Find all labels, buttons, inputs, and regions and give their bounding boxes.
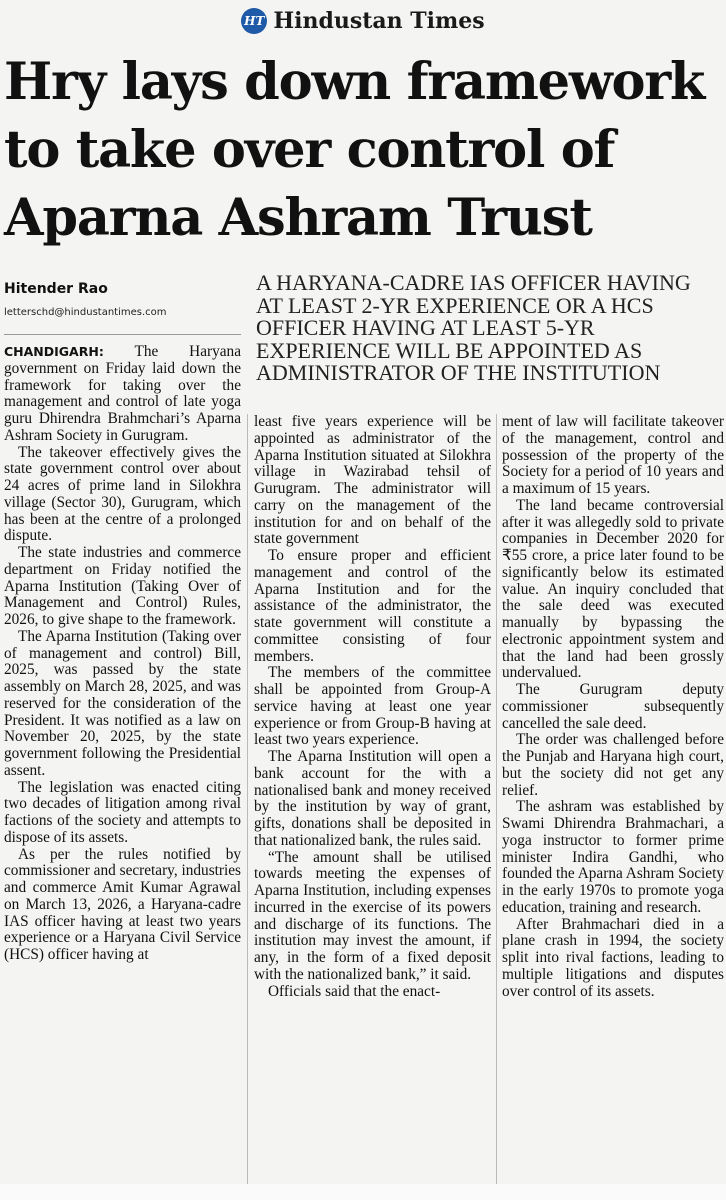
article-paragraph: The order was challenged before the Punjab and Haryana high court, but the society did not get any relief. — [502, 731, 724, 799]
article-paragraph: least five years experience will be appointed as administrator of the Aparna Institution situated at Silokhra village in Wazirabad tehsil of Gurugram. The administrator will carry on the management of the institution for and on behalf of the state government — [254, 413, 491, 548]
headline-line-1: Hry lays down framework — [4, 52, 705, 112]
dateline: CHANDIGARH: — [4, 344, 104, 359]
pull-quote-line: ADMINISTRATOR OF THE INSTITUTION — [256, 360, 661, 385]
article-paragraph: As per the rules notified by commissioner and secretary, industries and commerce Amit Kumar Agrawal on March 13, 2026, a Haryana-cadre IAS officer having at least two years experience or a Haryana Civil Service (HCS) officer having at — [4, 845, 241, 963]
article-paragraph: Officials said that the enact- — [268, 982, 441, 1000]
article-paragraph: The legislation was enacted citing two decades of litigation among rival factions of the society and attempts to dispose of its assets. — [4, 778, 241, 846]
pull-quote-line: A HARYANA-CADRE IAS OFFICER HAVING — [256, 270, 691, 295]
headline-line-3: Aparna Ashram Trust — [4, 188, 592, 248]
article-paragraph: The Aparna Institution will open a bank account for the with a nationalised bank and money received by the institution by way of grant, gifts, donations shall be deposited in that nationalized bank, the rules said. — [254, 748, 491, 849]
ht-logo-icon: HT — [241, 8, 267, 34]
article-paragraph: The state industries and commerce department on Friday notified the Aparna Institution (Taking Over of Management and Control) Rules, 2026, to give shape to the framework. — [4, 544, 241, 628]
article-paragraph: To ensure proper and efficient management and control of the Aparna Institution and for the assistance of the administrator, the state government will constitute a committee consisting of four members. — [254, 547, 491, 665]
article-paragraph: After Brahmachari died in a plane crash in 1994, the society split into rival factions, leading to multiple litigations and disputes over control of its assets. — [502, 915, 724, 1000]
masthead-brand: Hindustan Times — [273, 8, 485, 34]
pull-quote — [256, 272, 722, 385]
byline-divider — [4, 334, 241, 335]
headline-line-2: to take over control of — [4, 120, 615, 180]
article-paragraph: The land became controversial after it was allegedly sold to private companies in December 2020 for ₹55 crore, a price later found to be significantly below its estimated value. An inquiry concluded that the sale deed was executed manually by bypassing the electronic appointment system and that the land had been grossly undervalued. — [502, 496, 724, 682]
article-column-1 — [4, 344, 241, 964]
article-paragraph: The Aparna Institution (Taking over of management and control) Bill, 2025, was passed by the state assembly on March 28, 2025, and was reserved for the consideration of the President. It was notified as a law on November 20, 2025, by the state government following the Presidential assent. — [4, 627, 241, 779]
byline-email: letterschd@hindustantimes.com — [4, 307, 167, 318]
column-divider — [496, 414, 497, 1184]
article-paragraph: The members of the committee shall be appointed from Group-A service having at least one year experience or from Group-B having at least two years experience. — [254, 664, 491, 749]
column-divider — [247, 414, 248, 1184]
article-column-2 — [254, 414, 491, 1000]
pull-quote-line: OFFICER HAVING AT LEAST 5-YR — [256, 315, 595, 340]
article-paragraph — [4, 344, 241, 445]
pull-quote-line: EXPERIENCE WILL BE APPOINTED AS — [256, 337, 643, 363]
byline-author: Hitender Rao — [4, 281, 108, 297]
masthead — [0, 4, 726, 38]
article-paragraph: The ashram was established by Swami Dhirendra Brahmachari, a yoga instructor to former prime minister Indira Gandhi, who founded the Aparna Ashram Society in the early 1970s to promote yoga education, training and research. — [502, 798, 724, 916]
article-column-3 — [502, 414, 724, 1000]
article-paragraph: The Gurugram deputy commissioner subsequently cancelled the sale deed. — [502, 681, 724, 732]
lead-text: The Haryana government on Friday laid down the framework for taking over the management and control of late yoga guru Dhirendra Brahmchari’s Aparna Ashram Society in Gurugram. — [4, 343, 241, 444]
pull-quote-line: AT LEAST 2-YR EXPERIENCE OR A HCS — [256, 292, 654, 318]
article-paragraph: The takeover effectively gives the state government control over about 24 acres of prime land in Silokhra village (Sector 30), Gurugram, which has been at the centre of a prolonged dispute. — [4, 443, 241, 545]
headline — [4, 48, 722, 252]
page-bottom-margin — [0, 1184, 726, 1200]
article-paragraph: ment of law will facilitate takeover of the management, control and possession of the property of the Society for a period of 10 years and a maximum of 15 years. — [502, 413, 724, 497]
article-paragraph: “The amount shall be utilised towards meeting the expenses of Aparna Institution, including expenses incurred in the exercise of its powers and discharge of its functions. The institution may invest the amount, if any, in the form of a fixed deposit with the nationalized bank,” it said. — [254, 848, 491, 983]
